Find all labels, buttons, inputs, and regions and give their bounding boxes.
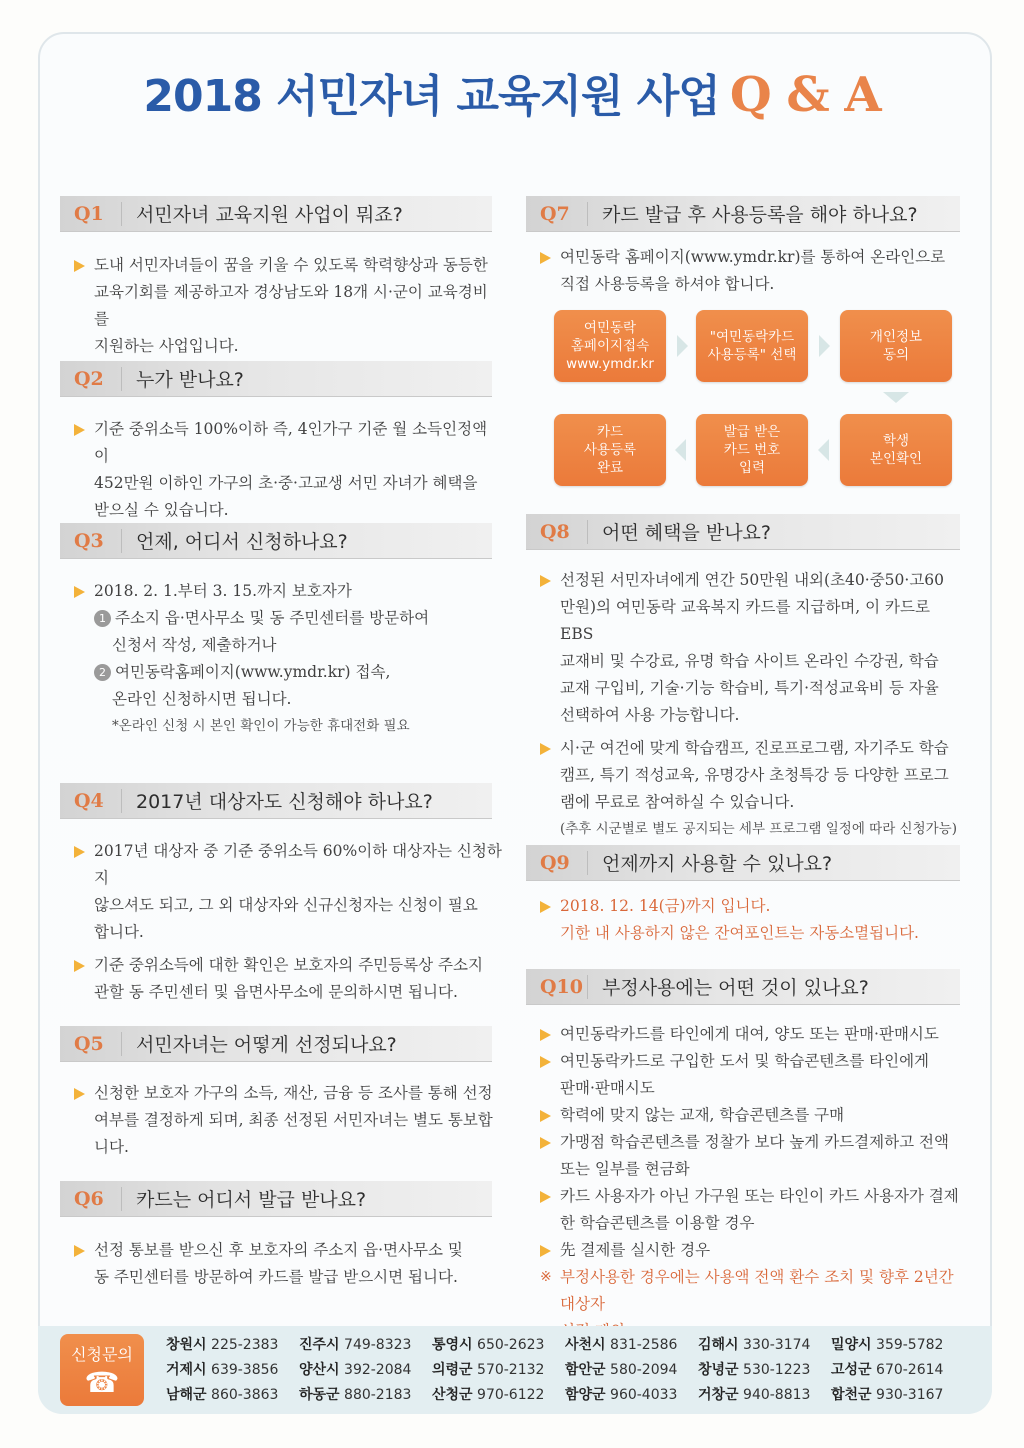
q7-step-6 xyxy=(554,414,666,486)
q5-bullet xyxy=(72,1080,502,1161)
contact-number: 580-2094 xyxy=(610,1362,678,1378)
step-line: 완료 xyxy=(596,460,624,476)
q2-line: 기준 중위소득 100%이하 즉, 4인가구 기준 월 소득인정액이 xyxy=(94,420,488,465)
q2-line: 452만원 이하인 가구의 초·중·고교생 서민 자녀가 혜택을 xyxy=(94,474,478,492)
contact-number: 970-6122 xyxy=(477,1387,545,1403)
q7-step-3 xyxy=(840,310,952,382)
contact-item xyxy=(432,1359,565,1382)
contact-item xyxy=(299,1334,432,1357)
q8-bullet-2 xyxy=(538,735,968,816)
q3-answer xyxy=(72,578,502,740)
contact-number: 860-3863 xyxy=(211,1387,279,1403)
contact-item xyxy=(698,1359,831,1382)
q8-title: 어떤 혜택을 받나요? xyxy=(602,522,771,544)
q4-line: 2017년 대상자 중 기준 중위소득 60%이하 대상자는 신청하지 xyxy=(94,842,502,887)
q3-header xyxy=(60,523,492,559)
q10-item xyxy=(538,1129,968,1183)
contact-city: 진주시 xyxy=(299,1337,340,1353)
q10-answer xyxy=(538,1021,968,1345)
q5-header xyxy=(60,1026,492,1062)
contact-item xyxy=(698,1334,831,1357)
q10-warning-line: ※ 부정사용한 경우에는 사용액 전액 환수 조치 및 향후 2년간 대상자 xyxy=(560,1268,954,1313)
q7-header xyxy=(526,196,960,232)
q6-header xyxy=(60,1181,492,1217)
q5-answer xyxy=(72,1080,502,1161)
step-line: "여민동락카드 xyxy=(709,329,795,345)
title-qa: Q & A xyxy=(729,67,881,123)
q8-line: 교재 구입비, 기술·기능 학습비, 특기·적성교육비 등 자율 xyxy=(560,679,939,697)
step-line: 사용등록" 선택 xyxy=(707,347,797,363)
q10-line: 가맹점 학습콘텐츠를 정찰가 보다 높게 카드결제하고 전액 xyxy=(560,1133,949,1151)
q5-line: 신청한 보호자 가구의 소득, 재산, 금융 등 조사를 통해 선정 xyxy=(94,1084,493,1102)
q10-item xyxy=(538,1237,968,1264)
q2-bullet xyxy=(72,416,502,524)
inquiry-badge xyxy=(60,1334,144,1406)
q6-line: 선정 통보를 받으신 후 보호자의 주소지 읍·면사무소 및 xyxy=(94,1241,463,1259)
contact-city: 함안군 xyxy=(565,1362,606,1378)
q3-note: *온라인 신청 시 본인 확인이 가능한 휴대전화 필요 xyxy=(112,718,410,734)
contact-item xyxy=(432,1334,565,1357)
q7-line: 직접 사용등록을 하셔야 합니다. xyxy=(560,275,775,293)
step-line: www.ymdr.kr xyxy=(566,356,654,372)
contact-number: 670-2614 xyxy=(876,1362,944,1378)
contact-item xyxy=(299,1359,432,1382)
q10-item xyxy=(538,1183,968,1237)
contact-item xyxy=(831,1384,964,1407)
q3-option-2 xyxy=(72,659,502,686)
q1-answer xyxy=(72,252,502,360)
q7-line: 여민동락 홈페이지(www.ymdr.kr)를 통하여 온라인으로 xyxy=(560,248,946,266)
q1-number: Q1 xyxy=(60,202,122,226)
contact-city: 산청군 xyxy=(432,1387,473,1403)
page-title xyxy=(0,60,1024,124)
q8-number: Q8 xyxy=(526,520,588,544)
q9-title: 언제까지 사용할 수 있나요? xyxy=(602,853,833,875)
q8-line: 만원)의 여민동락 교육복지 카드를 지급하며, 이 카드로 EBS xyxy=(560,598,930,643)
contact-city: 함양군 xyxy=(565,1387,606,1403)
q4-line: 않으셔도 되고, 그 외 대상자와 신규신청자는 신청이 필요 xyxy=(94,896,478,914)
contact-city: 거제시 xyxy=(166,1362,207,1378)
q2-header xyxy=(60,361,492,397)
q10-item xyxy=(538,1048,968,1102)
q4-bullet-2 xyxy=(72,952,502,1006)
q10-line: 또는 일부를 현금화 xyxy=(560,1160,690,1178)
contact-city: 합천군 xyxy=(831,1387,872,1403)
q7-bullet xyxy=(538,244,968,298)
arrow-left-icon xyxy=(675,439,686,461)
q4-title: 2017년 대상자도 신청해야 하나요? xyxy=(136,791,433,813)
arrow-right-icon xyxy=(677,335,688,357)
contact-number: 639-3856 xyxy=(211,1362,279,1378)
telephone-icon: ☎ xyxy=(84,1366,120,1399)
contact-number: 330-3174 xyxy=(743,1337,811,1353)
q7-step-4 xyxy=(840,414,952,486)
step-line: 입력 xyxy=(738,460,766,476)
contact-list xyxy=(166,1334,964,1407)
contact-number: 570-2132 xyxy=(477,1362,545,1378)
q9-line: 기한 내 사용하지 않은 잔여포인트는 자동소멸됩니다. xyxy=(560,924,919,942)
q10-line: 여민동락카드로 구입한 도서 및 학습콘텐츠를 타인에게 xyxy=(560,1052,930,1070)
contact-number: 940-8813 xyxy=(743,1387,811,1403)
q3-option-2-text: 여민동락홈페이지(www.ymdr.kr) 접속, xyxy=(115,663,391,681)
contact-item xyxy=(565,1334,698,1357)
contact-city: 창녕군 xyxy=(698,1362,739,1378)
q4-bullet-1 xyxy=(72,838,502,946)
contact-city: 통영시 xyxy=(432,1337,473,1353)
contact-number: 359-5782 xyxy=(876,1337,944,1353)
q10-title: 부정사용에는 어떤 것이 있나요? xyxy=(602,977,869,999)
q4-number: Q4 xyxy=(60,789,122,813)
q8-note: (추후 시군별로 별도 공지되는 세부 프로그램 일정에 따라 신청가능) xyxy=(560,821,957,837)
q10-item xyxy=(538,1021,968,1048)
q10-line: 여민동락카드를 타인에게 대여, 양도 또는 판매·판매시도 xyxy=(560,1025,939,1043)
q1-header xyxy=(60,196,492,232)
contact-city: 고성군 xyxy=(831,1362,872,1378)
contact-city: 김해시 xyxy=(698,1337,739,1353)
q10-line: 판매·판매시도 xyxy=(560,1079,655,1097)
contact-item xyxy=(831,1359,964,1382)
arrow-right-icon xyxy=(819,335,830,357)
step-line: 여민동락 xyxy=(583,320,637,336)
q3-option-2-cont: 온라인 신청하시면 됩니다. xyxy=(112,690,292,708)
q8-line: 캠프, 특기 적성교육, 유명강사 초청특강 등 다양한 프로그 xyxy=(560,766,949,784)
q3-title: 언제, 어디서 신청하나요? xyxy=(136,531,348,553)
q7-answer xyxy=(538,244,968,298)
step-line: 본인확인 xyxy=(869,451,923,467)
contact-city: 하동군 xyxy=(299,1387,340,1403)
contact-item xyxy=(831,1334,964,1357)
step-line: 개인정보 xyxy=(869,329,923,345)
q1-line: 도내 서민자녀들이 꿈을 키울 수 있도록 학력향상과 동등한 xyxy=(94,256,488,274)
step-line: 학생 xyxy=(882,433,910,449)
q3-number: Q3 xyxy=(60,529,122,553)
contact-item xyxy=(432,1384,565,1407)
contact-city: 사천시 xyxy=(565,1337,606,1353)
number-two-icon: 2 xyxy=(94,664,111,681)
contact-city: 거창군 xyxy=(698,1387,739,1403)
q1-line: 교육기회를 제공하고자 경상남도와 18개 시·군이 교육경비를 xyxy=(94,283,488,328)
contact-number: 831-2586 xyxy=(610,1337,678,1353)
step-line: 동의 xyxy=(882,347,910,363)
contact-item xyxy=(565,1384,698,1407)
q4-header xyxy=(60,783,492,819)
step-line: 사용등록 xyxy=(583,442,637,458)
q8-line: 램에 무료로 참여하실 수 있습니다. xyxy=(560,793,795,811)
q9-header xyxy=(526,845,960,881)
q8-answer xyxy=(538,567,968,843)
q8-line: 교재비 및 수강료, 유명 학습 사이트 온라인 수강권, 학습 xyxy=(560,652,939,670)
contact-number: 749-8323 xyxy=(344,1337,412,1353)
q2-number: Q2 xyxy=(60,367,122,391)
q9-line: 2018. 12. 14(금)까지 입니다. xyxy=(560,897,771,915)
q8-line: 선택하여 사용 가능합니다. xyxy=(560,706,740,724)
q8-header xyxy=(526,514,960,550)
q9-answer xyxy=(538,893,968,947)
q6-answer xyxy=(72,1237,502,1291)
q7-step-5 xyxy=(696,414,808,486)
q9-bullet xyxy=(538,893,968,947)
q5-title: 서민자녀는 어떻게 선정되나요? xyxy=(136,1034,397,1056)
q6-number: Q6 xyxy=(60,1187,122,1211)
contact-city: 창원시 xyxy=(166,1337,207,1353)
q10-line: 학력에 맞지 않는 교재, 학습콘텐츠를 구매 xyxy=(560,1106,845,1124)
contact-number: 650-2623 xyxy=(477,1337,545,1353)
step-line: 홈페이지접속 xyxy=(570,338,650,354)
q1-line: 지원하는 사업입니다. xyxy=(94,337,239,355)
number-one-icon: 1 xyxy=(94,610,111,627)
q1-title: 서민자녀 교육지원 사업이 뭐죠? xyxy=(136,204,403,226)
q10-line: 카드 사용자가 아닌 가구원 또는 타인이 카드 사용자가 결제 xyxy=(560,1187,959,1205)
step-line: 카드 번호 xyxy=(723,442,781,458)
contact-item xyxy=(166,1359,299,1382)
contact-city: 남해군 xyxy=(166,1387,207,1403)
q3-option-1 xyxy=(72,605,502,632)
arrow-left-icon xyxy=(818,439,829,461)
q7-step-2 xyxy=(696,310,808,382)
q2-answer xyxy=(72,416,502,524)
contact-item xyxy=(299,1384,432,1407)
q8-line: 선정된 서민자녀에게 연간 50만원 내외(초40·중50·고60 xyxy=(560,571,945,589)
contact-number: 880-2183 xyxy=(344,1387,412,1403)
q5-line: 여부를 결정하게 되며, 최종 선정된 서민자녀는 별도 통보합니다. xyxy=(94,1111,493,1156)
q4-answer xyxy=(72,838,502,1006)
contact-footer xyxy=(38,1326,992,1414)
contact-number: 392-2084 xyxy=(344,1362,412,1378)
contact-number: 225-2383 xyxy=(211,1337,279,1353)
q3-option-1-cont: 신청서 작성, 제출하거나 xyxy=(112,636,277,654)
q10-line: 한 학습콘텐츠를 이용할 경우 xyxy=(560,1214,755,1232)
q6-line: 동 주민센터를 방문하여 카드를 발급 받으시면 됩니다. xyxy=(94,1268,458,1286)
q5-number: Q5 xyxy=(60,1032,122,1056)
q8-line: 시·군 여건에 맞게 학습캠프, 진로프로그램, 자기주도 학습 xyxy=(560,739,949,757)
q9-number: Q9 xyxy=(526,851,588,875)
contact-item xyxy=(166,1384,299,1407)
step-line: 카드 xyxy=(596,424,624,440)
contact-item xyxy=(698,1384,831,1407)
q3-bullet: 2018. 2. 1.부터 3. 15.까지 보호자가 xyxy=(72,578,502,605)
q7-step-1 xyxy=(554,310,666,382)
q8-bullet-1 xyxy=(538,567,968,729)
contact-city: 양산시 xyxy=(299,1362,340,1378)
q10-item xyxy=(538,1102,968,1129)
q6-bullet xyxy=(72,1237,502,1291)
contact-number: 930-3167 xyxy=(876,1387,944,1403)
inquiry-label: 신청문의 xyxy=(71,1345,133,1364)
contact-item xyxy=(166,1334,299,1357)
q7-number: Q7 xyxy=(526,202,588,226)
contact-number: 530-1223 xyxy=(743,1362,811,1378)
q10-number: Q10 xyxy=(526,975,588,999)
q3-option-1-text: 주소지 읍·면사무소 및 동 주민센터를 방문하여 xyxy=(115,609,430,627)
arrow-down-icon xyxy=(883,392,909,403)
q6-title: 카드는 어디서 발급 받나요? xyxy=(136,1189,367,1211)
q4-line: 관할 동 주민센터 및 읍면사무소에 문의하시면 됩니다. xyxy=(94,983,458,1001)
step-line: 발급 받은 xyxy=(723,424,781,440)
q10-line: 先 결제를 실시한 경우 xyxy=(560,1241,711,1259)
contact-city: 의령군 xyxy=(432,1362,473,1378)
q10-header xyxy=(526,969,960,1005)
contact-city: 밀양시 xyxy=(831,1337,872,1353)
q4-line: 기준 중위소득에 대한 확인은 보호자의 주민등록상 주소지 xyxy=(94,956,483,974)
q4-line: 합니다. xyxy=(94,923,144,941)
contact-number: 960-4033 xyxy=(610,1387,678,1403)
contact-item xyxy=(565,1359,698,1382)
q1-bullet xyxy=(72,252,502,360)
q7-title: 카드 발급 후 사용등록을 해야 하나요? xyxy=(602,204,918,226)
title-main: 2018 서민자녀 교육지원 사업 xyxy=(143,71,720,122)
q2-line: 받으실 수 있습니다. xyxy=(94,501,229,519)
q2-title: 누가 받나요? xyxy=(136,369,244,391)
